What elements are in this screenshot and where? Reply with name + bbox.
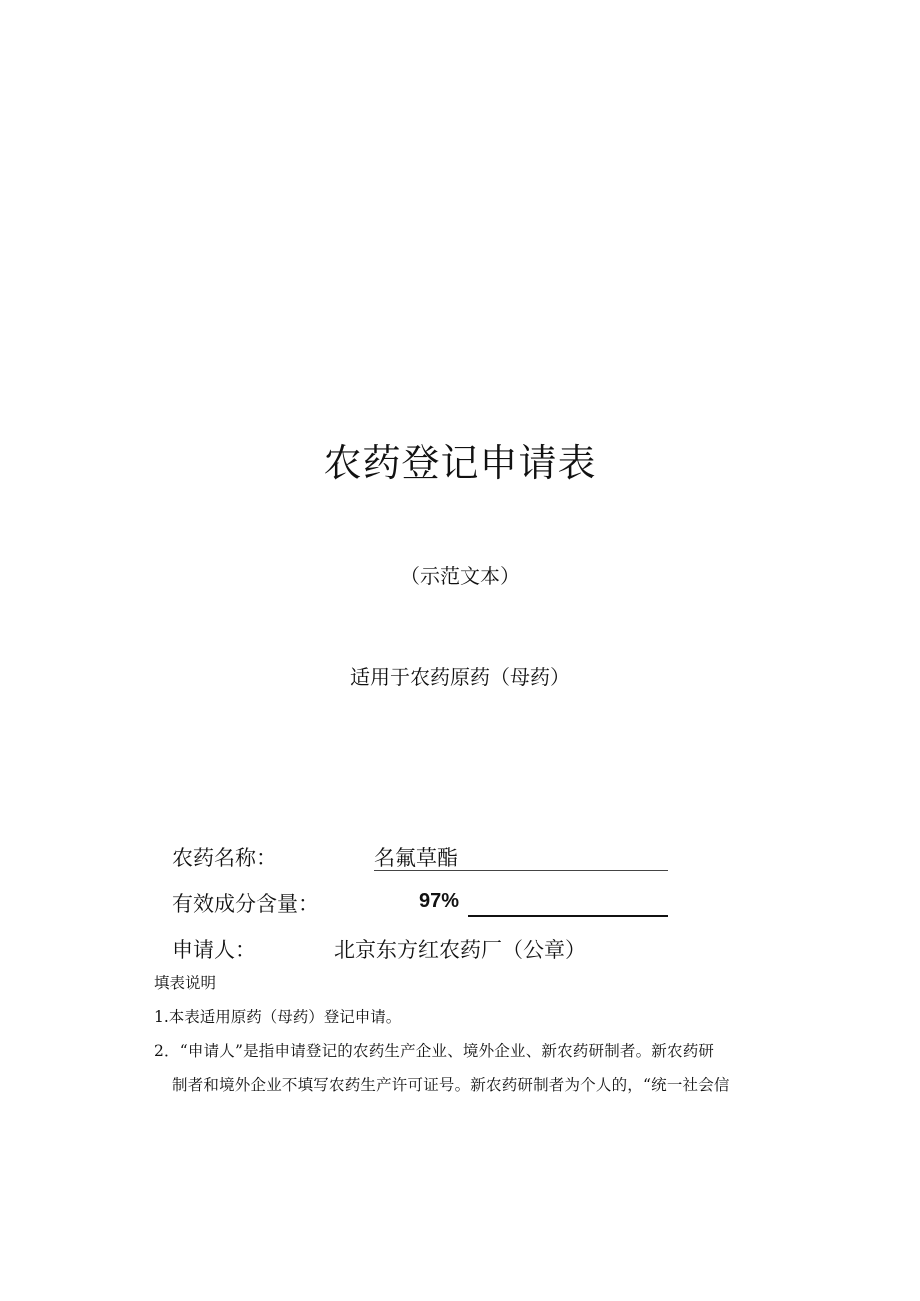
pesticide-name-value: 名氟草酯	[374, 846, 458, 870]
instruction-item-1: 1.本表适用原药（母药）登记申请。	[154, 1008, 402, 1026]
applies-to-text: 适用于农药原药（母药）	[350, 665, 570, 689]
active-content-label: 有效成分含量：	[172, 892, 319, 916]
document-title: 农药登记申请表	[323, 441, 597, 485]
active-content-underline	[468, 915, 668, 917]
instruction-item-2-line-1: 2．“申请人”是指申请登记的农药生产企业、境外企业、新农药研制者。新农药研	[154, 1042, 715, 1060]
pesticide-name-underline	[374, 870, 668, 871]
applicant-value: 北京东方红农药厂（公章）	[334, 938, 586, 962]
instruction-item-2	[154, 1041, 786, 1095]
applicant-label: 申请人：	[172, 938, 256, 962]
instruction-item-2-line-2: 制者和境外企业不填写农药生产许可证号。新农药研制者为个人的，“统一社会信	[172, 1076, 730, 1094]
pesticide-name-label: 农药名称：	[172, 846, 277, 870]
document-subtitle: （示范文本）	[400, 564, 520, 588]
instructions-heading: 填表说明	[154, 974, 217, 992]
active-content-value: 97%	[419, 890, 460, 912]
